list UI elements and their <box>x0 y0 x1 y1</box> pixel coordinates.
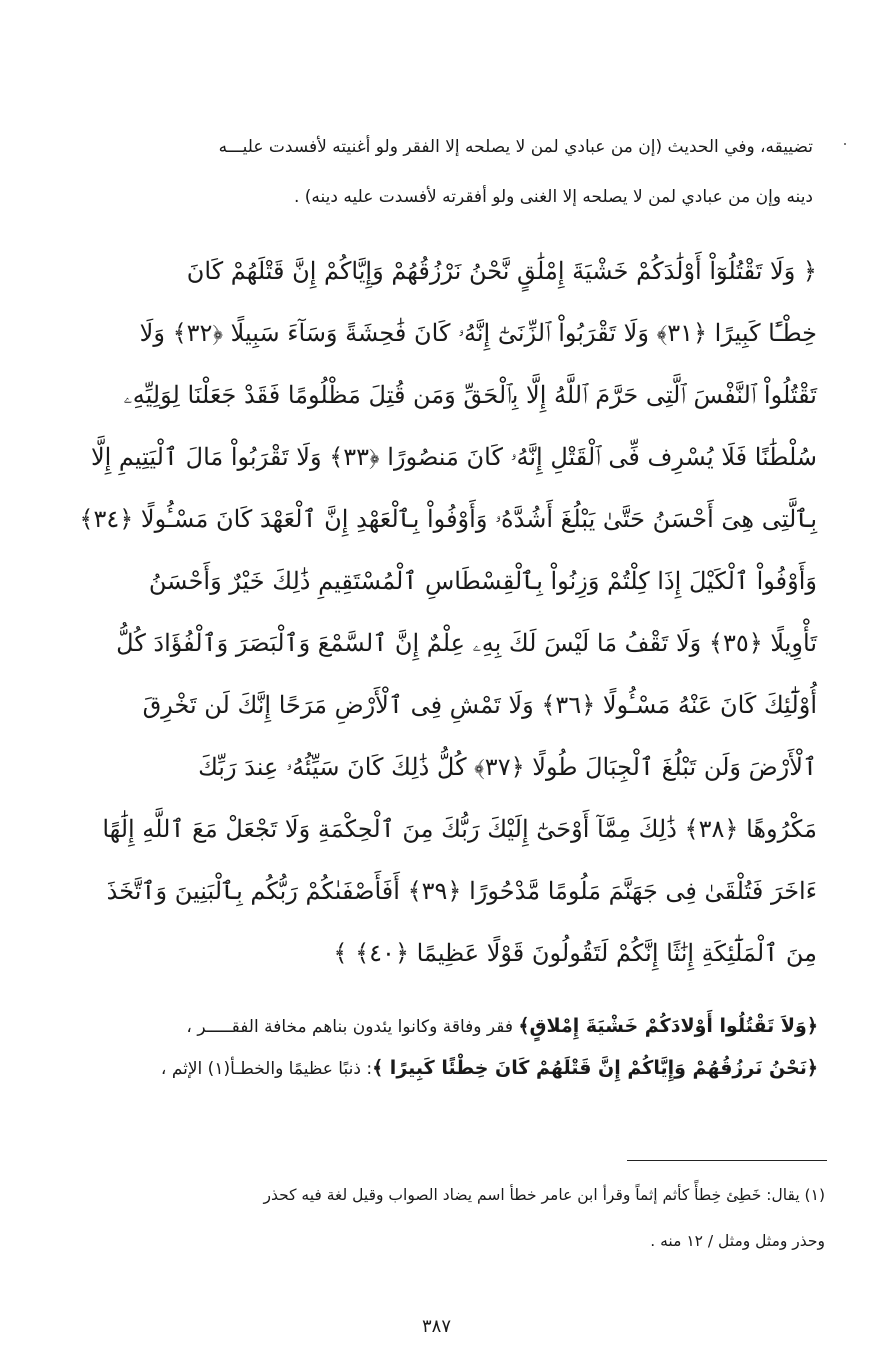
quran-line: ﴿ وَلَا تَقْتُلُوٓاْ أَوْلَٰدَكُمْ خَشْيَةَ إِمْلَٰقٍ نَّحْنُ نَرْزُقُهُمْ وَإِيَّاكُمْ إِنَّ قَتْلَهُمْ كَانَ <box>186 257 817 285</box>
explanation-text: : ذنبًا عظيمًا والخطـأ(١) الإثم ، <box>160 1059 373 1079</box>
page-number: ٣٨٧ <box>421 1316 451 1337</box>
quran-line: تَأْوِيلًا ﴿٣٥﴾ وَلَا تَقْفُ مَا لَيْسَ لَكَ بِهِۦ عِلْمٌ إِنَّ ٱلسَّمْعَ وَٱلْبَصَرَ وَٱلْفُؤَادَ كُلُّ <box>116 629 817 657</box>
quran-line: مَكْرُوهًا ﴿٣٨﴾ ذَٰلِكَ مِمَّآ أَوْحَىٰٓ إِلَيْكَ رَبُّكَ مِنَ ٱلْحِكْمَةِ وَلَا تَجْعَلْ مَعَ ٱللَّهِ إِلَٰهًا <box>102 815 817 843</box>
intro-paragraph <box>78 122 813 222</box>
quran-line: بِٱلَّتِى هِىَ أَحْسَنُ حَتَّىٰ يَبْلُغَ أَشُدَّهُۥ وَأَوْفُواْ بِٱلْعَهْدِ إِنَّ ٱلْعَهْدَ كَانَ مَسْـُٔولًا ﴿٣٤﴾ <box>79 505 817 533</box>
footnote-line: وحذر ومثل ومثل / ١٢ منه . <box>650 1232 825 1250</box>
intro-line: تضييقه، وفي الحديث (إن من عبادي لمن لا يصلحه إلا الفقر ولو أغنيته لأفسدت عليـــه <box>218 137 813 157</box>
explanation-text: فقر وفاقة وكانوا يئدون بناهم مخافة الفقـــــر ، <box>186 1017 519 1037</box>
commentary-line <box>78 1047 818 1089</box>
quran-line: أُوْلَٰٓئِكَ كَانَ عَنْهُ مَسْـُٔولًا ﴿٣٦﴾ وَلَا تَمْشِ فِى ٱلْأَرْضِ مَرَحًا إِنَّكَ لَن تَخْرِقَ <box>142 691 817 719</box>
footnote <box>90 1172 825 1264</box>
quran-line: وَأَوْفُواْ ٱلْكَيْلَ إِذَا كِلْتُمْ وَزِنُواْ بِٱلْقِسْطَاسِ ٱلْمُسْتَقِيمِ ذَٰلِكَ خَيْرٌ وَأَحْسَنُ <box>148 567 817 595</box>
quran-line: تَقْتُلُواْ ٱلنَّفْسَ ٱلَّتِى حَرَّمَ ٱللَّهُ إِلَّا بِٱلْحَقِّ وَمَن قُتِلَ مَظْلُومًا فَقَدْ جَعَلْنَا لِوَلِيِّهِۦ <box>123 381 817 409</box>
intro-line: دينه وإن من عبادي لمن لا يصلحه إلا الغنى ولو أفقرته لأفسدت عليه دينه) . <box>293 187 813 207</box>
quran-verses-block <box>72 240 817 984</box>
quran-line: سُلْطَٰنًا فَلَا يُسْرِف فِّى ٱلْقَتْلِ إِنَّهُۥ كَانَ مَنصُورًا ﴿٣٣﴾ وَلَا تَقْرَبُواْ مَالَ ٱلْيَتِيمِ إِلَّا <box>90 443 817 471</box>
commentary-line <box>78 1005 818 1047</box>
tafsir-commentary <box>78 1005 818 1089</box>
quran-line: ءَاخَرَ فَتُلْقَىٰ فِى جَهَنَّمَ مَلُومًا مَّدْحُورًا ﴿٣٩﴾ أَفَأَصْفَىٰكُمْ رَبُّكُم بِٱلْبَنِينَ وَٱتَّخَذَ <box>106 877 817 905</box>
scan-speck <box>844 143 846 145</box>
footnote-divider <box>627 1160 827 1161</box>
quoted-verse: ﴿وَلاَ تَقْتُلُوا أَوْلادَكُمْ خَشْيَةَ إِمْلاقٍ﴾ <box>518 1015 818 1037</box>
quran-line: خِطْـًٔا كَبِيرًا ﴿٣١﴾ وَلَا تَقْرَبُواْ ٱلزِّنَىٰٓ إِنَّهُۥ كَانَ فَٰحِشَةً وَسَآءَ سَبِيلًا ﴿٣٢﴾ وَلَا <box>139 319 817 347</box>
quoted-verse: ﴿نَحْنُ نَرزُقُهُمْ وَإِيَّاكُمْ إِنَّ قَتْلَهُمْ كَانَ خِطْئًا كَبِيرًا ﴾ <box>372 1057 818 1079</box>
quran-line: مِنَ ٱلْمَلَٰٓئِكَةِ إِنَٰثًا إِنَّكُمْ لَتَقُولُونَ قَوْلًا عَظِيمًا ﴿٤٠﴾ ﴾ <box>333 939 817 967</box>
footnote-line: (١) يقال: خَطِئ خِطأً كأثم إثماً وقرأ ابن عامر خطأ اسم يضاد الصواب وقيل لغة فيه كحذر <box>263 1186 825 1204</box>
quran-line: ٱلْأَرْضَ وَلَن تَبْلُغَ ٱلْجِبَالَ طُولًا ﴿٣٧﴾ كُلُّ ذَٰلِكَ كَانَ سَيِّئُهُۥ عِندَ رَبِّكَ <box>198 753 817 781</box>
